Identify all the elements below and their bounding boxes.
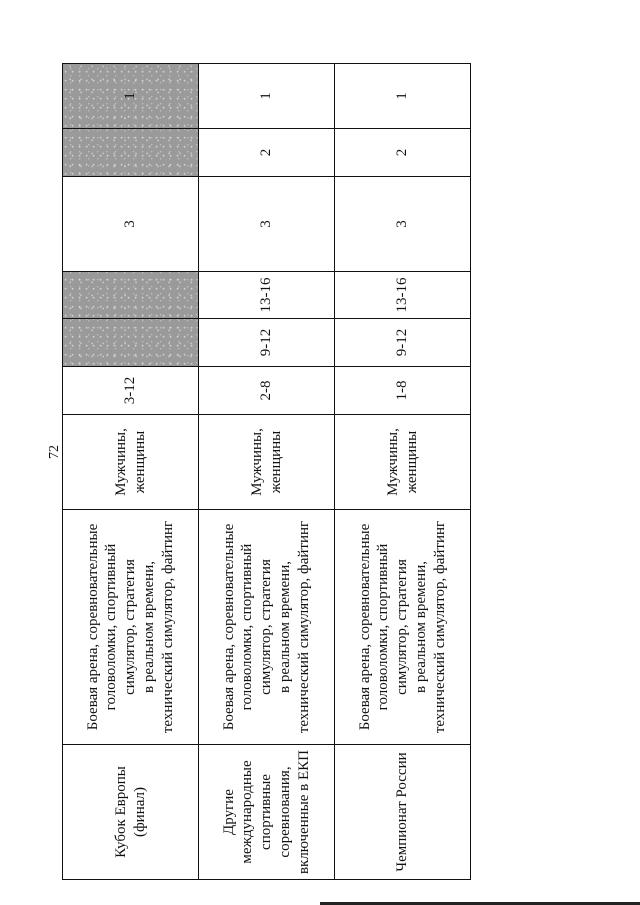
disciplines-cell: Боевая арена, соревновательные головоломки, спортивный симулятор, стратегия в реальном времени, технический симулятор, файтинг [199, 510, 335, 745]
value-cell: 2 [199, 129, 335, 177]
value-cell: 1 [335, 64, 471, 129]
competition-cell: Чемпионат России [335, 745, 471, 880]
place-range-cell: 3-12 [63, 367, 199, 415]
shaded-cell [63, 272, 199, 319]
gender-cell: Мужчины, женщины [63, 415, 199, 510]
gender-cell: Мужчины, женщины [199, 415, 335, 510]
table-row [199, 64, 335, 880]
shaded-cell: 1 [63, 64, 199, 129]
place-range-cell: 2-8 [199, 367, 335, 415]
value-cell: 3 [199, 177, 335, 272]
value-cell: 3 [63, 177, 199, 272]
place-range-cell: 1-8 [335, 367, 471, 415]
value-cell: 1 [199, 64, 335, 129]
disciplines-cell: Боевая арена, соревновательные головоломки, спортивный симулятор, стратегия в реальном времени, технический симулятор, файтинг [63, 510, 199, 745]
gender-cell: Мужчины, женщины [335, 415, 471, 510]
rotated-table [62, 64, 470, 880]
page-number: 72 [47, 445, 62, 459]
place-range-cell: 13-16 [335, 272, 471, 319]
competition-cell: Кубок Европы (финал) [63, 745, 199, 880]
value-cell: 3 [335, 177, 471, 272]
disciplines-cell: Боевая арена, соревновательные головоломки, спортивный симулятор, стратегия в реальном времени, технический симулятор, файтинг [335, 510, 471, 745]
table-row [335, 64, 471, 880]
table-row [63, 64, 199, 880]
sports-ranking-table [62, 63, 471, 880]
competition-cell: Другие международные спортивные соревнования, включенные в ЕКП [199, 745, 335, 880]
place-range-cell: 9-12 [335, 319, 471, 367]
place-range-cell: 9-12 [199, 319, 335, 367]
place-range-cell: 13-16 [199, 272, 335, 319]
shaded-cell [63, 319, 199, 367]
shaded-cell [63, 129, 199, 177]
value-cell: 2 [335, 129, 471, 177]
